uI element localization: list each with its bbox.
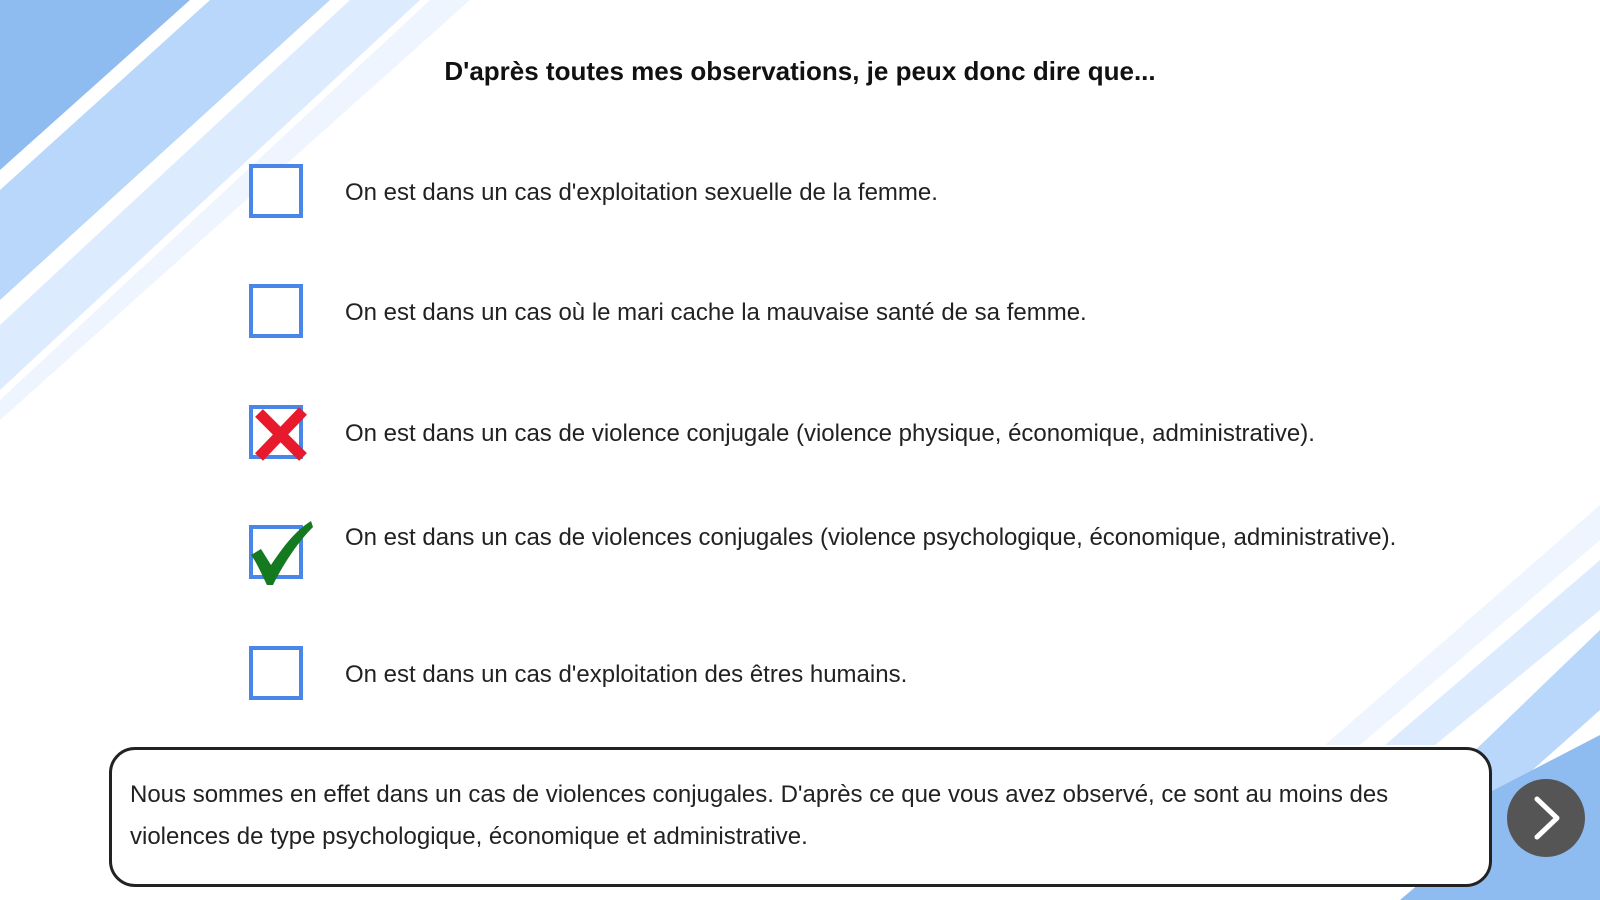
answer-checkbox-5[interactable]	[249, 646, 303, 700]
answer-label-3: On est dans un cas de violence conjugale (violence physique, économique, administrative).	[345, 420, 1315, 447]
feedback-text: Nous sommes en effet dans un cas de violences conjugales. D'après ce que vous avez observé, ce sont au moins des violences de type psychologique, économique et administrative.	[130, 781, 1389, 850]
answer-checkbox-2[interactable]	[249, 284, 303, 338]
cross-icon	[249, 399, 315, 465]
feedback-box	[109, 747, 1492, 887]
chevron-right-icon	[1507, 779, 1585, 857]
answer-checkbox-1[interactable]	[249, 164, 303, 218]
answer-label-1: On est dans un cas d'exploitation sexuelle de la femme.	[345, 179, 938, 206]
answer-checkbox-3[interactable]	[249, 405, 303, 459]
answer-label-4: On est dans un cas de violences conjugales (violence psychologique, économique, administrative).	[345, 524, 1397, 551]
answer-checkbox-4[interactable]	[249, 525, 303, 579]
answer-label-5: On est dans un cas d'exploitation des êtres humains.	[345, 661, 908, 688]
next-button[interactable]	[1507, 779, 1585, 857]
question-title: D'après toutes mes observations, je peux donc dire que...	[444, 56, 1156, 86]
checkmark-icon	[249, 519, 315, 585]
answer-label-2: On est dans un cas où le mari cache la mauvaise santé de sa femme.	[345, 299, 1087, 326]
